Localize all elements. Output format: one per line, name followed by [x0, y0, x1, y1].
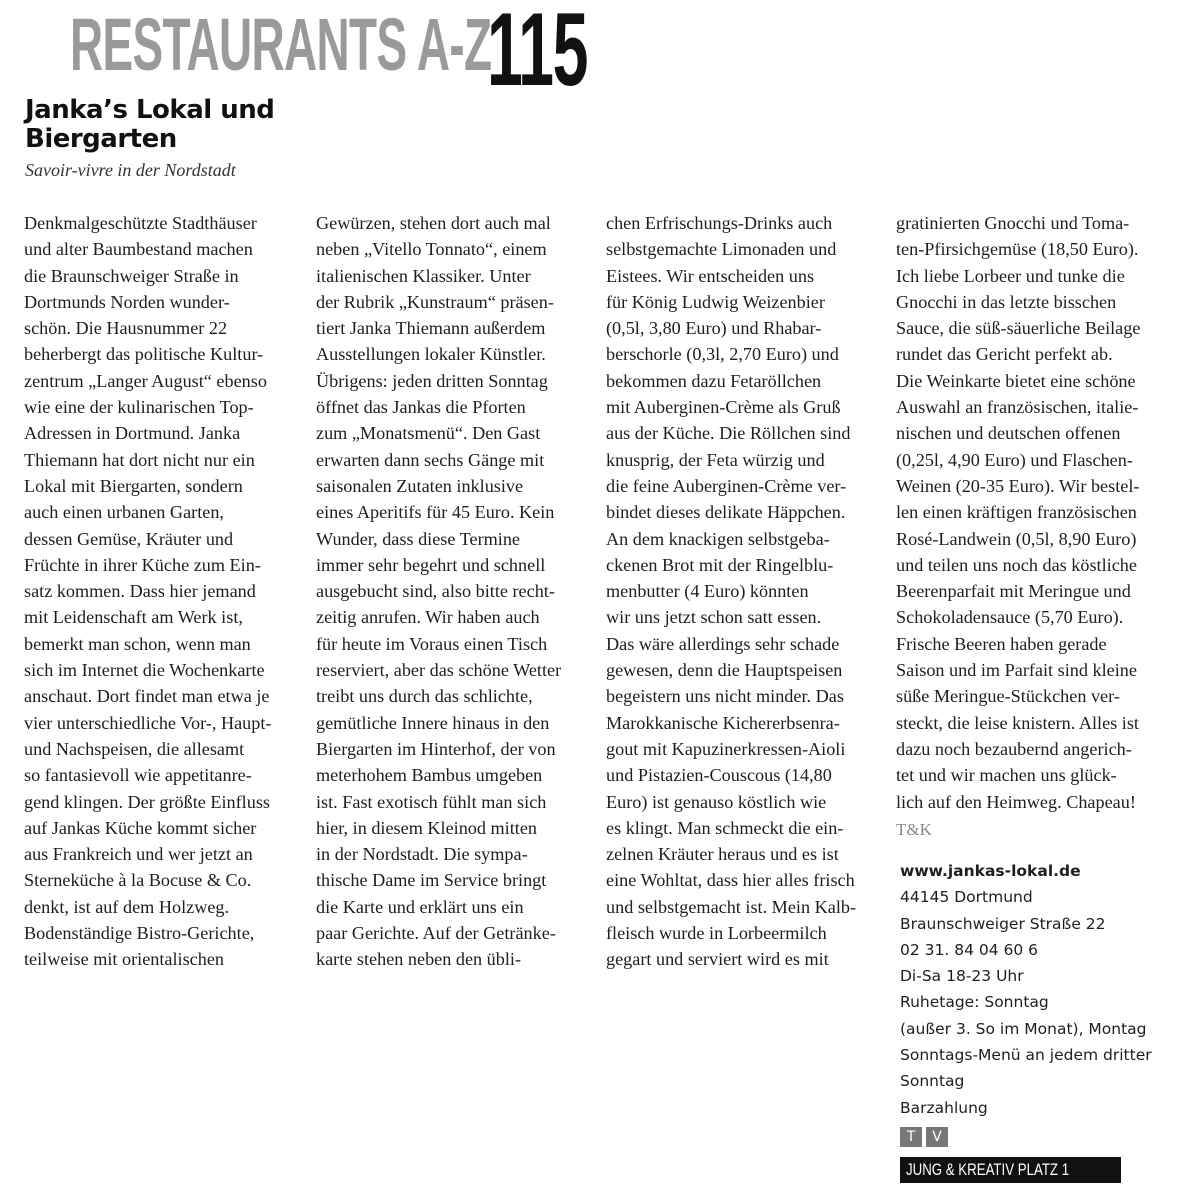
text-line: ist. Fast exotisch fühlt man sich: [316, 791, 547, 812]
text-line: mit Auberginen-Crème als Gruß: [606, 397, 841, 418]
text-line: die feine Auberginen-Crème ver-: [606, 475, 847, 496]
text-line: thische Dame im Service bringt: [316, 870, 547, 891]
text-line: wie eine der kulinarischen Top-: [24, 397, 254, 418]
text-line: süße Meringue-Stückchen ver-: [896, 686, 1120, 707]
article-subtitle: Savoir-vivre in der Nordstadt: [25, 160, 236, 180]
info-payment: Barzahlung: [900, 1098, 988, 1117]
text-column-3: [606, 210, 856, 973]
text-line: ckenen Brot mit der Ringelblu-: [606, 554, 834, 575]
text-line: wir uns jetzt schon satt essen.: [606, 607, 822, 628]
text-line: Die Weinkarte bietet eine schöne: [896, 370, 1136, 391]
info-rest-days-1: Ruhetage: Sonntag: [900, 993, 1049, 1012]
text-line: len einen kräftigen französischen: [896, 502, 1137, 523]
text-line: und Nachspeisen, die allesamt: [24, 738, 245, 759]
text-column-2: [316, 210, 561, 973]
text-line: Sauce, die süß-säuerliche Beilage: [896, 318, 1141, 339]
text-line: berschorle (0,3l, 2,70 Euro) und: [606, 344, 839, 365]
text-line: auch einen urbanen Garten,: [24, 502, 224, 523]
text-line: eines Aperitifs für 45 Euro. Kein: [316, 502, 555, 523]
website-link[interactable]: www.jankas-lokal.de: [900, 862, 1081, 880]
text-line: anschaut. Dort findet man etwa je: [24, 686, 270, 707]
author-signature: T&K: [896, 819, 932, 839]
text-line: Ich liebe Lorbeer und tunke die: [896, 265, 1125, 286]
text-line: Auswahl an französischen, italie-: [896, 397, 1139, 418]
text-column-1: [24, 210, 271, 973]
text-line: und alter Baumbestand machen: [24, 239, 253, 260]
text-line: karte stehen neben den übli-: [316, 949, 522, 970]
text-line: teilweise mit orientalischen: [24, 949, 225, 970]
text-line: An dem knackigen selbstgeba-: [606, 528, 830, 549]
info-menu-note-2: Sonntag: [900, 1072, 965, 1091]
text-column-4: [896, 210, 1140, 843]
text-line: gout mit Kapuzinerkressen-Aioli: [606, 738, 846, 759]
section-title: RESTAURANTS A-Z: [70, 3, 492, 86]
text-line: satz kommen. Dass hier jemand: [24, 581, 256, 602]
text-line: sich im Internet die Wochenkarte: [24, 660, 265, 681]
info-hours: Di-Sa 18-23 Uhr: [900, 967, 1024, 986]
text-line: auf Jankas Küche kommt sicher: [24, 817, 257, 838]
text-line: Adressen in Dortmund. Janka: [24, 423, 241, 444]
text-line: tet und wir machen uns glück-: [896, 765, 1117, 786]
text-line: Schokoladensauce (5,70 Euro).: [896, 607, 1124, 628]
text-line: schön. Die Hausnummer 22: [24, 318, 228, 339]
text-line: erwarten dann sechs Gänge mit: [316, 449, 545, 470]
text-line: gratinierten Gnocchi und Toma-: [896, 213, 1130, 233]
text-line: bekommen dazu Fetaröllchen: [606, 370, 822, 391]
text-line: zeitig anrufen. Wir haben auch: [316, 607, 540, 628]
info-street: Braunschweiger Straße 22: [900, 914, 1106, 933]
text-line: beherbergt das politische Kultur-: [24, 344, 264, 365]
text-line: Das wäre allerdings sehr schade: [606, 633, 840, 654]
text-line: selbstgemachte Limonaden und: [606, 239, 837, 260]
text-line: Saison und im Parfait sind kleine: [896, 660, 1137, 681]
info-phone: 02 31. 84 04 60 6: [900, 940, 1039, 959]
info-city: 44145 Dortmund: [900, 888, 1033, 907]
text-line: Frische Beeren haben gerade: [896, 633, 1107, 654]
text-line: Rosé-Landwein (0,5l, 8,90 Euro): [896, 528, 1137, 549]
text-line: nischen und deutschen offenen: [896, 423, 1121, 444]
text-line: menbutter (4 Euro) könnten: [606, 581, 809, 602]
text-line: zelnen Kräuter heraus und es ist: [606, 844, 839, 865]
text-line: Eistees. Wir entscheiden uns: [606, 265, 815, 286]
text-line: Gnocchi in das letzte bisschen: [896, 291, 1117, 312]
text-line: paar Gerichte. Auf der Getränke-: [316, 923, 556, 944]
text-line: Thiemann hat dort nicht nur ein: [24, 449, 255, 470]
text-line: Euro) ist genauso köstlich wie: [606, 791, 827, 812]
text-line: die Karte und erklärt uns ein: [316, 896, 524, 917]
text-line: Bodenständige Bistro-Gerichte,: [24, 923, 255, 944]
text-line: dessen Gemüse, Kräuter und: [24, 528, 234, 549]
text-line: aus der Küche. Die Röllchen sind: [606, 423, 851, 444]
text-line: (0,25l, 4,90 Euro) und Flaschen-: [896, 449, 1133, 470]
badge-v: V: [926, 1127, 948, 1147]
text-line: eine Wohltat, dass hier alles frisch: [606, 870, 855, 891]
text-line: lich auf den Heimweg. Chapeau!: [896, 791, 1136, 812]
text-line: Biergarten im Hinterhof, der von: [316, 738, 556, 759]
text-line: meterhohem Bambus umgeben: [316, 765, 543, 786]
title-line-2: Biergarten: [25, 124, 177, 154]
restaurant-info: [900, 858, 1152, 1121]
text-line: Dortmunds Norden wunder-: [24, 291, 230, 312]
text-line: aus Frankreich und wer jetzt an: [24, 844, 253, 865]
text-line: der Rubrik „Kunstraum“ präsen-: [316, 291, 554, 312]
title-line-1: Janka’s Lokal und: [25, 95, 275, 125]
feature-badges: [900, 1127, 948, 1147]
text-line: bindet dieses delikate Häppchen.: [606, 502, 846, 523]
text-line: rundet das Gericht perfekt ab.: [896, 344, 1113, 365]
text-line: gewesen, denn die Hauptspeisen: [606, 660, 843, 681]
text-line: Marokkanische Kichererbsenra-: [606, 712, 840, 733]
badge-t: T: [900, 1127, 922, 1147]
text-line: Übrigens: jeden dritten Sonntag: [316, 370, 548, 391]
text-line: bemerkt man schon, wenn man: [24, 633, 251, 654]
text-line: steckt, die leise knistern. Alles ist: [896, 712, 1139, 733]
text-line: und teilen uns noch das köstliche: [896, 554, 1137, 575]
text-line: Früchte in ihrer Küche zum Ein-: [24, 554, 261, 575]
text-line: vier unterschiedliche Vor-, Haupt-: [24, 712, 272, 733]
text-line: ten-Pfirsichgemüse (18,50 Euro).: [896, 239, 1139, 260]
text-line: gend klingen. Der größte Einfluss: [24, 791, 270, 812]
text-line: (0,5l, 3,80 Euro) und Rhabar-: [606, 318, 822, 339]
text-line: die Braunschweiger Straße in: [24, 265, 239, 286]
text-line: Wunder, dass diese Termine: [316, 528, 521, 549]
text-line: zentrum „Langer August“ ebenso: [24, 370, 267, 391]
award-label: [900, 1157, 1121, 1183]
text-line: gemütliche Innere hinaus in den: [316, 712, 550, 733]
text-line: knusprig, der Feta würzig und: [606, 449, 825, 470]
text-line: so fantasievoll wie appetitanre-: [24, 765, 252, 786]
text-line: immer sehr begehrt und schnell: [316, 554, 546, 575]
text-line: hier, in diesem Kleinod mitten: [316, 817, 538, 838]
text-line: begeistern uns nicht minder. Das: [606, 686, 844, 707]
text-line: chen Erfrischungs-Drinks auch: [606, 213, 833, 233]
text-line: zum „Monatsmenü“. Den Gast: [316, 423, 541, 444]
text-line: reserviert, aber das schöne Wetter: [316, 660, 562, 681]
text-line: Sterneküche à la Bocuse & Co.: [24, 870, 252, 891]
text-line: ausgebucht sind, also bitte recht-: [316, 581, 555, 602]
info-menu-note-1: Sonntags-Menü an jedem dritter: [900, 1046, 1152, 1065]
text-line: für König Ludwig Weizenbier: [606, 291, 825, 312]
award-text: JUNG & KREATIV PLATZ 1: [906, 1160, 1070, 1179]
text-line: italienischen Klassiker. Unter: [316, 265, 531, 286]
text-line: Denkmalgeschützte Stadthäuser: [24, 213, 257, 233]
text-line: mit Leidenschaft am Werk ist,: [24, 607, 243, 628]
text-line: Weinen (20-35 Euro). Wir bestel-: [896, 475, 1140, 496]
text-line: und selbstgemacht ist. Mein Kalb-: [606, 896, 857, 917]
text-line: öffnet das Jankas die Pforten: [316, 397, 526, 418]
info-rest-days-2: (außer 3. So im Monat), Montag: [900, 1019, 1147, 1038]
text-line: für heute im Voraus einen Tisch: [316, 633, 548, 654]
page-number: 115: [487, 0, 588, 108]
text-line: Gewürzen, stehen dort auch mal: [316, 213, 551, 233]
text-line: tiert Janka Thiemann außerdem: [316, 318, 546, 339]
text-line: es klingt. Man schmeckt die ein-: [606, 817, 844, 838]
text-line: gegart und serviert wird es mit: [606, 949, 829, 970]
text-line: Ausstellungen lokaler Künstler.: [316, 344, 546, 365]
text-line: denkt, ist auf dem Holzweg.: [24, 896, 230, 917]
text-line: dazu noch bezaubernd angerich-: [896, 738, 1132, 759]
text-line: saisonalen Zutaten inklusive: [316, 475, 524, 496]
text-line: Lokal mit Biergarten, sondern: [24, 475, 243, 496]
article-title: [25, 96, 274, 154]
text-line: treibt uns durch das schlichte,: [316, 686, 533, 707]
text-line: und Pistazien-Couscous (14,80: [606, 765, 832, 786]
text-line: fleisch wurde in Lorbeermilch: [606, 923, 827, 944]
text-line: in der Nordstadt. Die sympa-: [316, 844, 528, 865]
text-line: neben „Vitello Tonnato“, einem: [316, 239, 547, 260]
text-line: Beerenparfait mit Meringue und: [896, 581, 1131, 602]
